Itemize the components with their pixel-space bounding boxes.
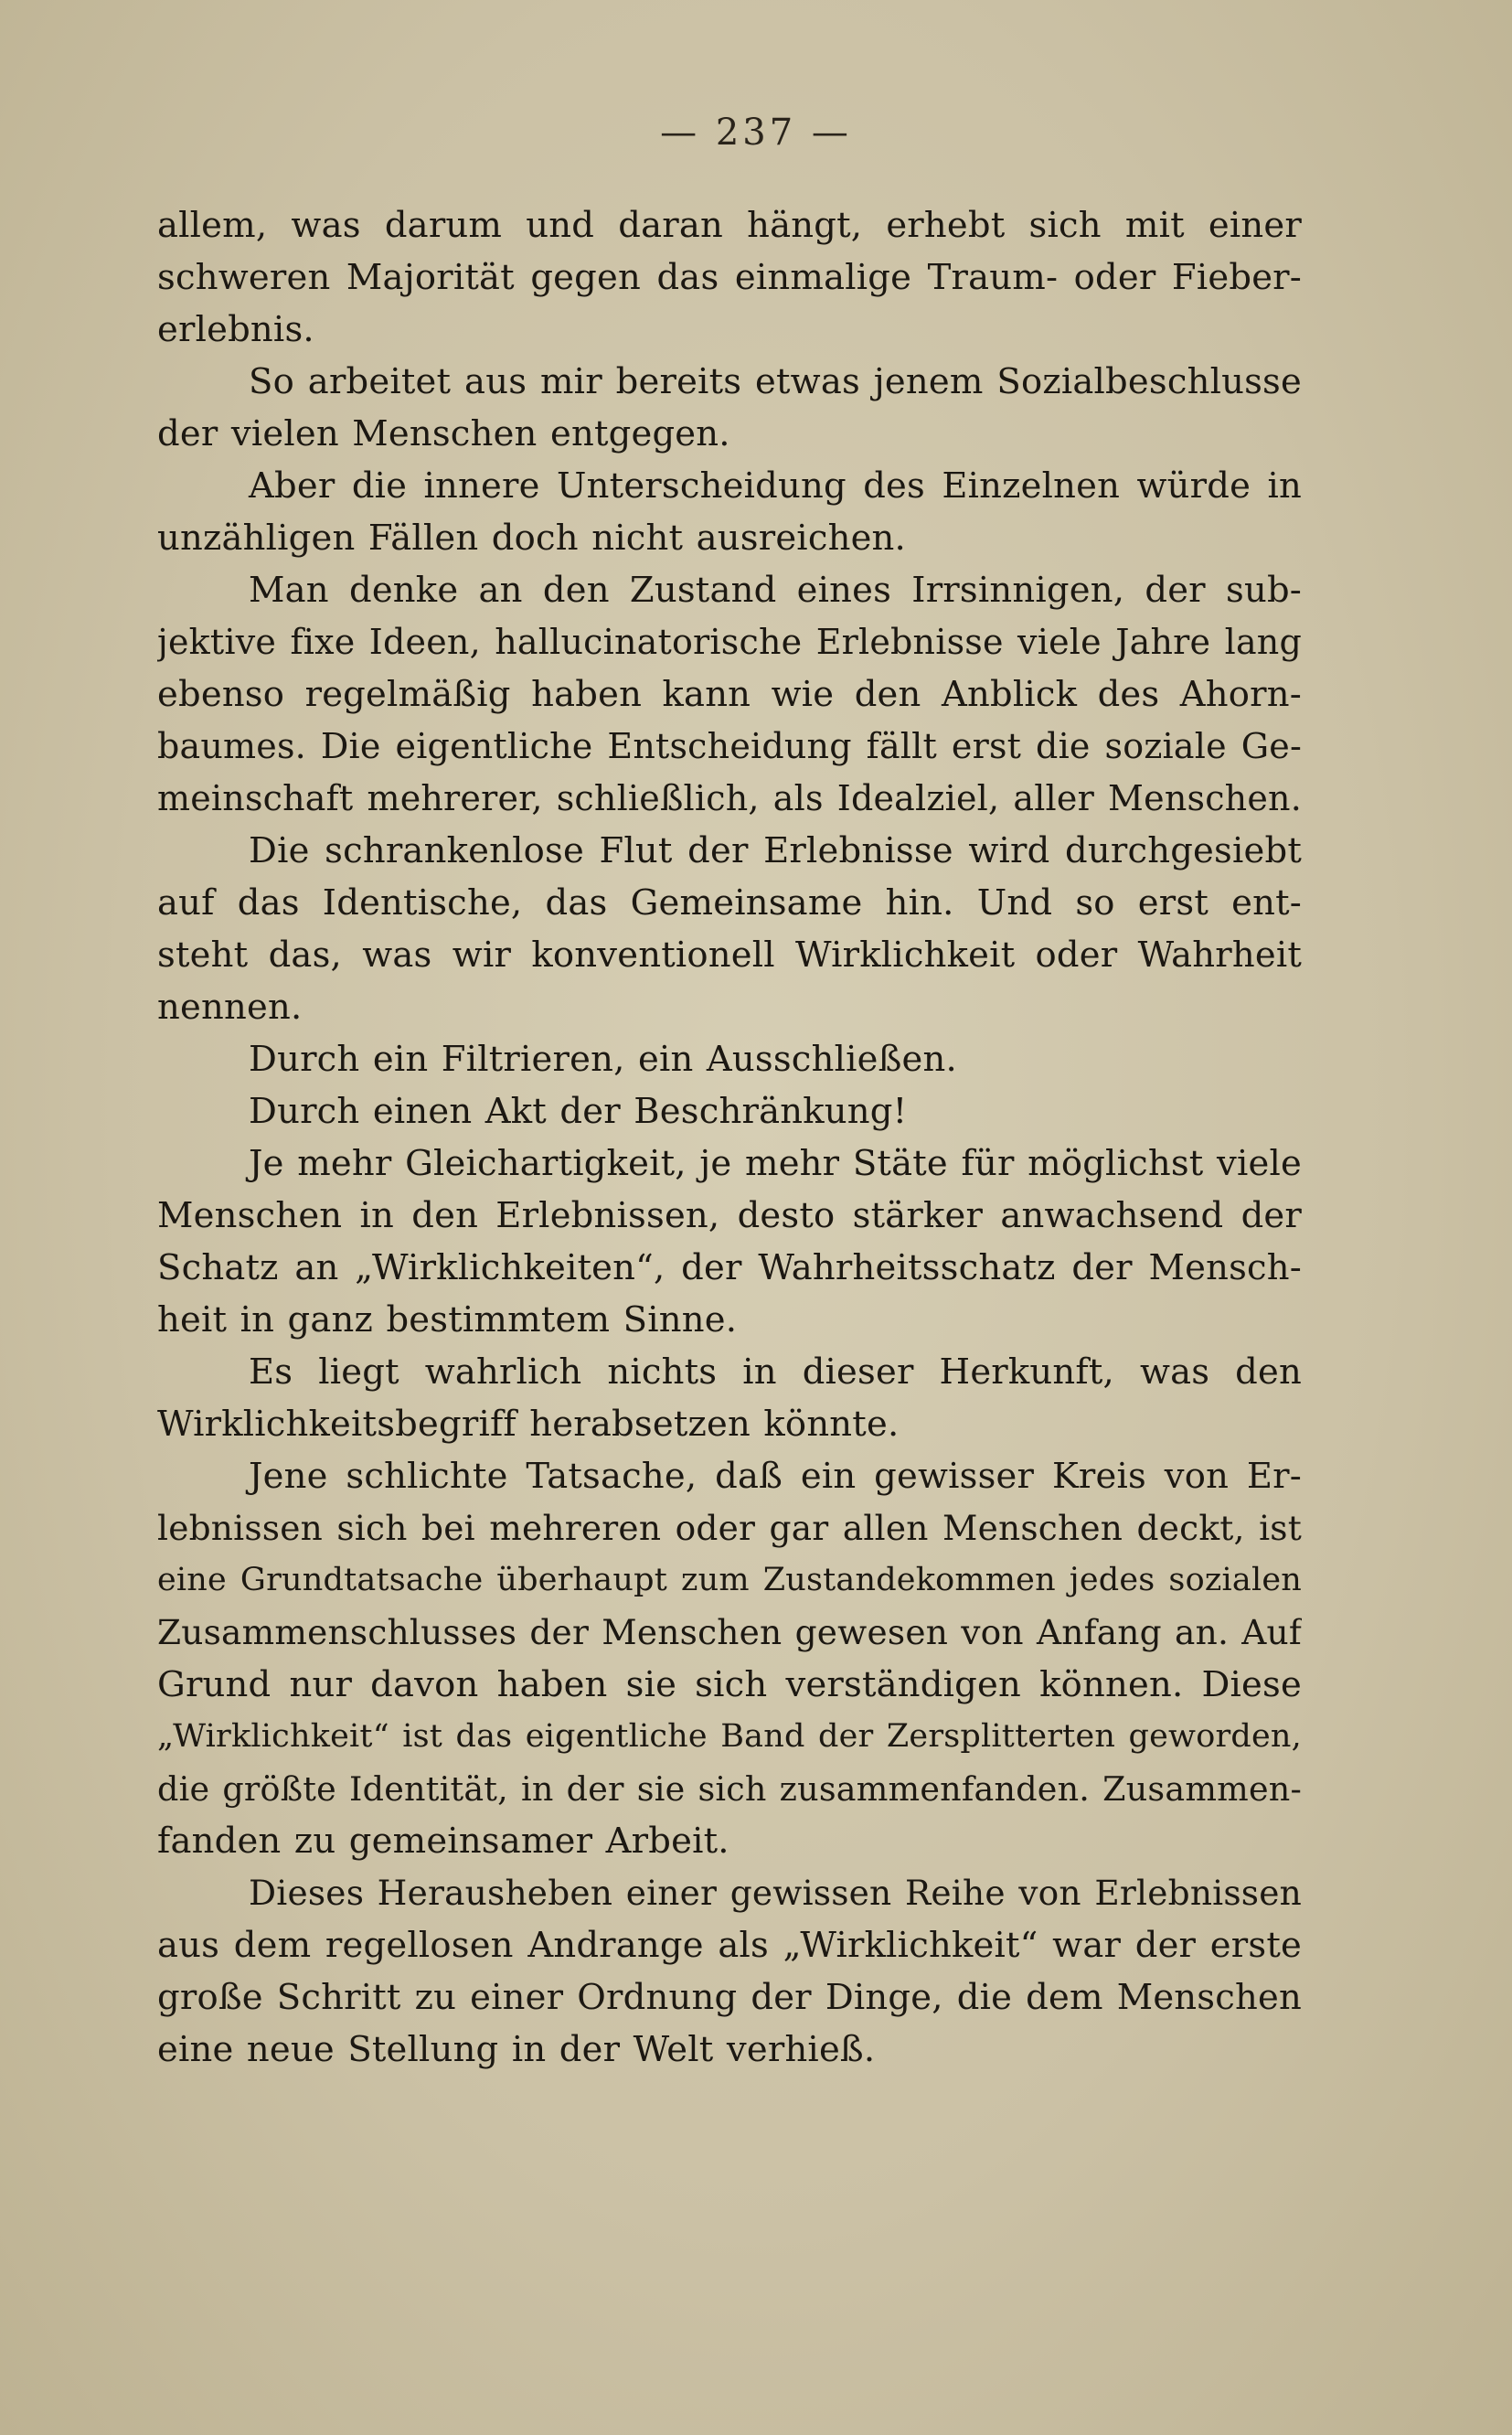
text-line: Schatz an „Wirklichkeiten“, der Wahrheitsschatz der Mensch-	[157, 1247, 1302, 1288]
text-line: lebnissen sich bei mehreren oder gar allen Menschen deckt, ist	[157, 1508, 1302, 1548]
text-line: Man denke an den Zustand eines Irrsinnigen, der sub-	[249, 570, 1302, 611]
paragraph	[157, 1450, 1302, 1867]
text-line: Grund nur davon haben sie sich verständigen können. Diese	[157, 1664, 1302, 1705]
text-line: heit in ganz bestimmtem Sinne.	[157, 1299, 738, 1340]
text-line: baumes. Die eigentliche Entscheidung fällt erst die soziale Ge-	[157, 726, 1302, 766]
page-number: — 237 —	[660, 112, 852, 154]
text-line: So arbeitet aus mir bereits etwas jenem Sozialbeschlusse	[249, 361, 1302, 402]
paragraph	[157, 825, 1302, 1033]
paragraph	[157, 1867, 1302, 2076]
text-line: auf das Identische, das Gemeinsame hin. Und so erst ent-	[157, 882, 1302, 924]
text-line: jektive fixe Ideen, hallucinatorische Erlebnisse viele Jahre lang	[157, 622, 1302, 662]
text-line: erlebnis.	[157, 309, 314, 350]
paragraph	[157, 564, 1302, 825]
text-line: Durch ein Filtrieren, ein Ausschließen.	[249, 1039, 957, 1080]
text-line: große Schritt zu einer Ordnung der Dinge, die dem Menschen	[157, 1977, 1302, 2018]
text-line: eine Grundtatsache überhaupt zum Zustandekommen jedes sozialen	[157, 1562, 1302, 1598]
text-line: allem, was darum und daran hängt, erhebt sich mit einer	[157, 205, 1302, 246]
paragraph	[157, 1033, 1302, 1085]
text-line: ebenso regelmäßig haben kann wie den Anblick des Ahorn-	[157, 674, 1302, 715]
text-line: fanden zu gemeinsamer Arbeit.	[157, 1821, 729, 1862]
text-line: meinschaft mehrerer, schließlich, als Idealziel, aller Menschen.	[157, 778, 1302, 818]
text-line: steht das, was wir konventionell Wirklichkeit oder Wahrheit	[157, 934, 1302, 976]
text-line: eine neue Stellung in der Welt verhieß.	[157, 2029, 876, 2070]
text-line: Die schrankenlose Flut der Erlebnisse wird durchgesiebt	[249, 830, 1302, 871]
text-line: Es liegt wahrlich nichts in dieser Herkunft, was den	[249, 1351, 1302, 1393]
text-line: aus dem regellosen Andrange als „Wirklichkeit“ war der erste	[157, 1925, 1302, 1966]
text-line: schweren Majorität gegen das einmalige Traum- oder Fieber-	[157, 257, 1302, 298]
paragraph	[157, 1346, 1302, 1450]
text-line: Zusammenschlusses der Menschen gewesen von Anfang an. Auf	[157, 1612, 1302, 1652]
text-line: Je mehr Gleichartigkeit, je mehr Stäte für möglichst viele	[249, 1143, 1302, 1184]
text-line: „Wirklichkeit“ ist das eigentliche Band der Zersplitterten geworden,	[157, 1718, 1302, 1755]
text-line: Aber die innere Unterscheidung des Einzelnen würde in	[249, 465, 1302, 507]
text-line: Jene schlichte Tatsache, daß ein gewisser Kreis von Er-	[249, 1456, 1302, 1497]
paragraph	[157, 1085, 1302, 1137]
body-text	[157, 199, 1302, 2076]
paragraph	[157, 356, 1302, 460]
text-line: Dieses Herausheben einer gewissen Reihe von Erlebnissen	[249, 1873, 1302, 1913]
text-line: Durch einen Akt der Beschränkung!	[249, 1091, 908, 1132]
text-line: Menschen in den Erlebnissen, desto stärker anwachsend der	[157, 1195, 1302, 1236]
paragraph	[157, 1137, 1302, 1346]
paragraph	[157, 460, 1302, 564]
text-line: die größte Identität, in der sie sich zusammenfanden. Zusammen-	[157, 1769, 1302, 1809]
paragraph	[157, 199, 1302, 356]
text-line: unzähligen Fällen doch nicht ausreichen.	[157, 518, 906, 559]
text-line: der vielen Menschen entgegen.	[157, 413, 730, 454]
text-line: nennen.	[157, 987, 303, 1028]
text-line: Wirklichkeitsbegriff herabsetzen könnte.	[157, 1404, 900, 1445]
